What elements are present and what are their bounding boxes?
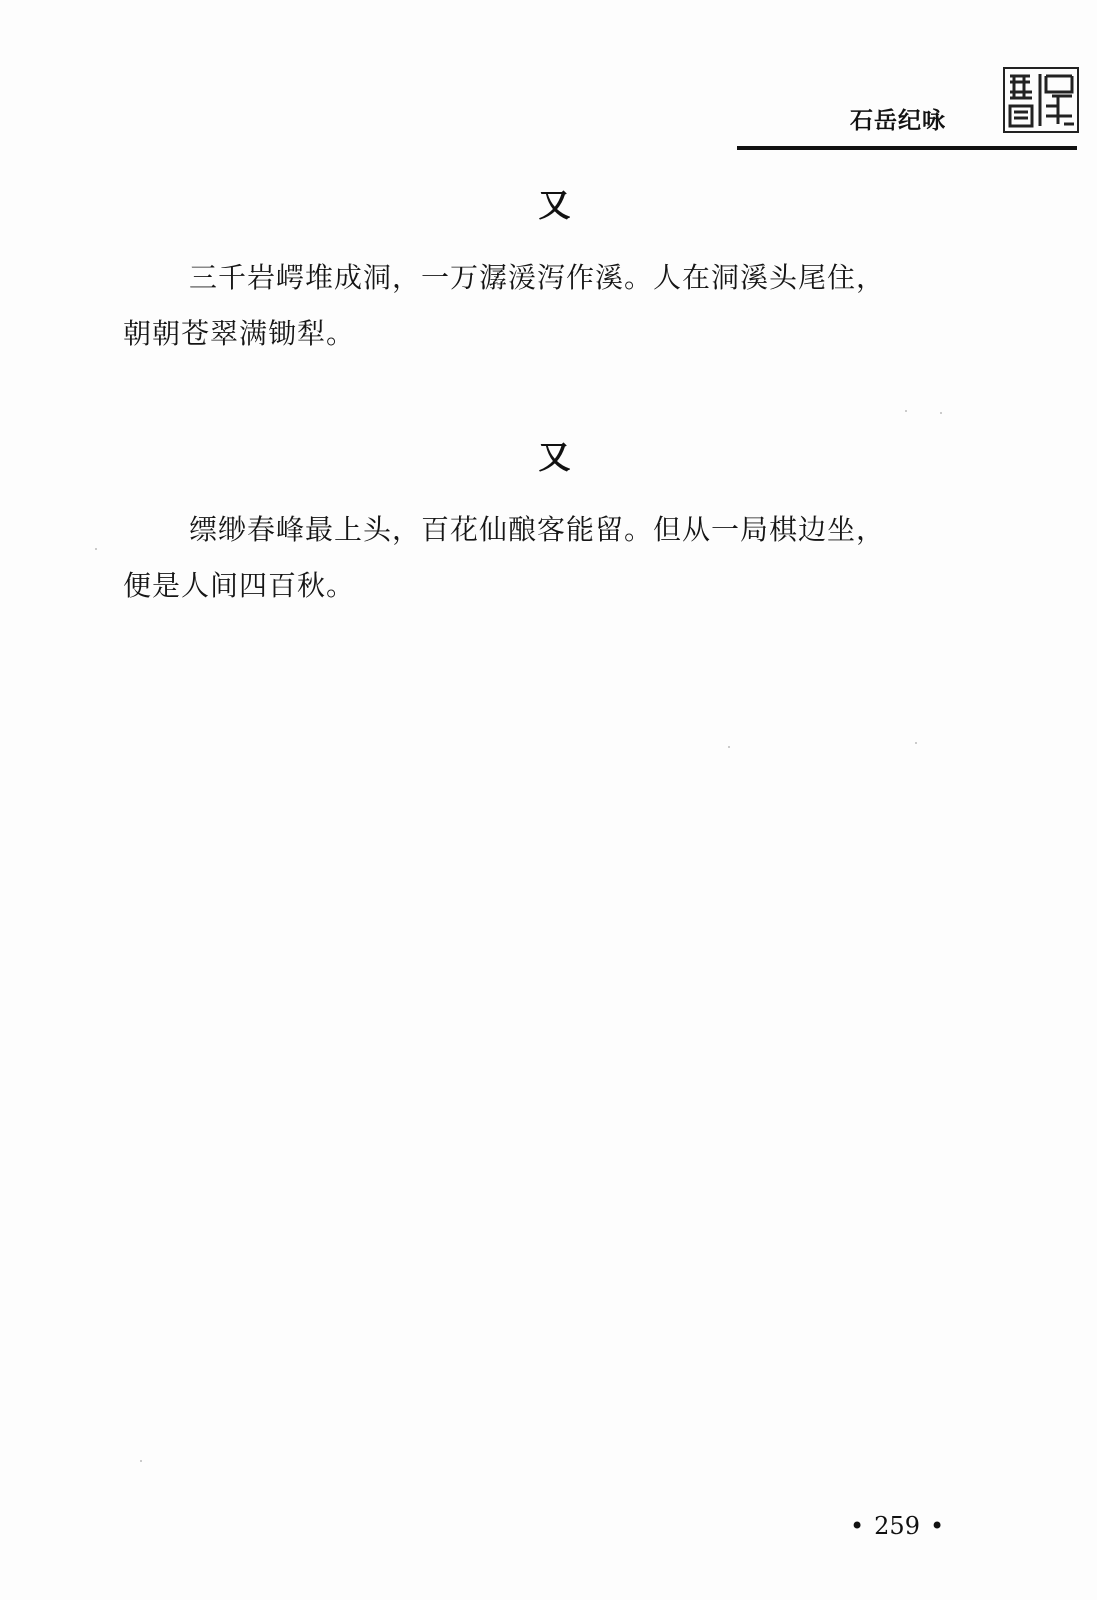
page-number-bullet-right: • [929, 1512, 945, 1540]
poem-body [123, 250, 983, 362]
page-number [840, 1512, 954, 1540]
poem-body [123, 502, 983, 614]
scan-speck [915, 742, 917, 744]
poem-line: 朝朝苍翠满锄犁。 [123, 317, 356, 350]
running-title: 石岳纪咏 [850, 108, 946, 134]
scan-speck [905, 410, 907, 412]
scan-speck [140, 1460, 142, 1462]
poem-line: 缥缈春峰最上头，百花仙酿客能留。但从一局棋边坐， [189, 513, 886, 546]
poem-line: 三千岩崿堆成洞，一万潺湲泻作溪。人在洞溪头尾住， [189, 261, 886, 294]
page-number-value: 259 [874, 1512, 920, 1540]
poem-line: 便是人间四百秋。 [123, 569, 356, 602]
header-rule [737, 146, 1077, 150]
page-number-bullet-left: • [850, 1512, 865, 1540]
scan-speck [728, 746, 730, 748]
scan-speck [95, 548, 97, 550]
seal-stamp-icon [1002, 66, 1080, 134]
scan-speck [940, 412, 942, 414]
poem-heading: 又 [538, 438, 571, 476]
poem-heading: 又 [538, 186, 571, 224]
